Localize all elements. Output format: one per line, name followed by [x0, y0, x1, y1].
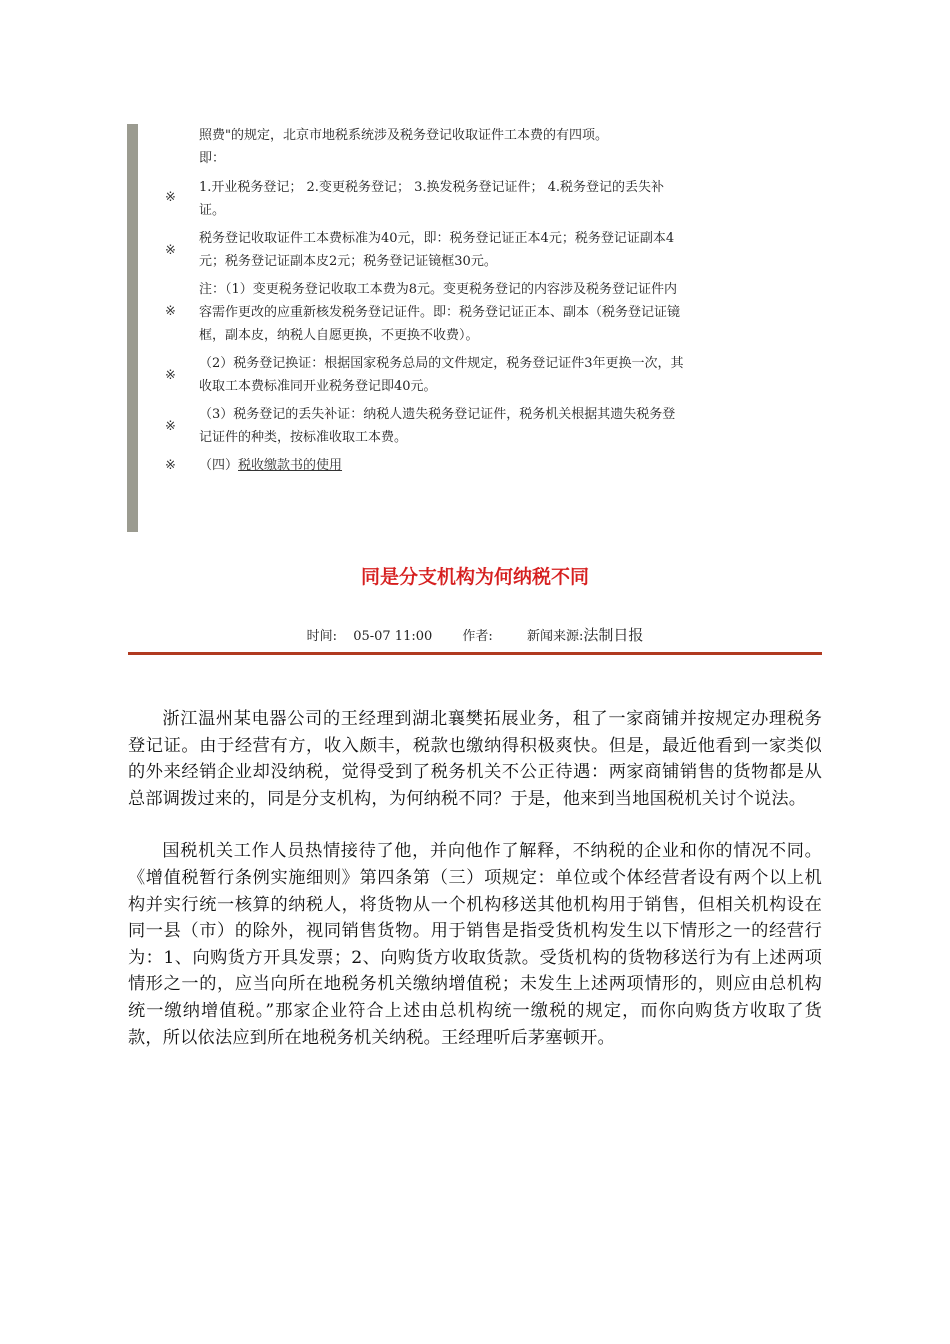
- article-title: 同是分支机构为何纳税不同: [360, 566, 589, 588]
- reference-mark: ※: [165, 190, 176, 205]
- article-body: [128, 706, 822, 1077]
- notes-panel: [127, 124, 687, 532]
- article-paragraph: 浙江温州某电器公司的王经理到湖北襄樊拓展业务，租了一家商铺并按规定办理税务登记证。由于经营有方，收入颇丰，税款也缴纳得积极爽快。但是，最近他看到一家类似的外来经销企业却没纳税，觉得受到了税务机关不公正待遇：两家商铺销售的货物都是从总部调拨过来的，同是分支机构，为何纳税不同？于是，他来到当地国税机关讨个说法。: [128, 709, 822, 809]
- title-divider: [128, 652, 822, 655]
- list-item: [165, 403, 685, 449]
- list-item: [165, 227, 685, 273]
- article-paragraph: 国税机关工作人员热情接待了他，并向他作了解释，不纳税的企业和你的情况不同。《增值税暂行条例实施细则》第四条第（三）项规定：单位或个体经营者设有两个以上机构并实行统一核算的纳税人，将货物从一个机构移送其他机构用于销售，但相关机构设在同一县（市）的除外，视同销售货物。用于销售是指受货机构发生以下情形之一的经营行为：1、向购货方开具发票；2、向购货方收取货款。受货机构的货物移送行为有上述两项情形之一的，应当向所在地税务机关缴纳增值税；未发生上述两项情形的，则应由总机构统一缴纳增值税。”那家企业符合上述由总机构统一缴税的规定，而你向购货方收取了货款，所以依法应到所在地税务机关纳税。王经理听后茅塞顿开。: [128, 841, 822, 1048]
- notes-intro-line2: 即：: [199, 151, 226, 166]
- list-item: [165, 278, 685, 347]
- reference-mark: ※: [165, 304, 176, 319]
- source-label: 新闻来源:: [526, 629, 584, 644]
- notes-list: [165, 124, 685, 482]
- tax-payment-book-link[interactable]: 税收缴款书的使用: [238, 458, 343, 473]
- notes-intro-line1: 照费"的规定，北京市地税系统涉及税务登记收取证件工本费的有四项。: [199, 128, 608, 143]
- article-meta: [0, 624, 950, 645]
- note-text: 税务登记收取证件工本费标准为40元，即：税务登记证正本4元；税务登记证副本4元；税务登记证副本皮2元；税务登记证镜框30元。: [199, 231, 675, 269]
- note-text: （2）税务登记换证：根据国家税务总局的文件规定，税务登记证件3年更换一次，其收取工本费标准同开业税务登记即40元。: [199, 356, 684, 394]
- note-text: （3）税务登记的丢失补证：纳税人遗失税务登记证件，税务机关根据其遗失税务登记证件的种类，按标准收取工本费。: [199, 407, 676, 445]
- note-text: 1.开业税务登记； 2.变更税务登记； 3.换发税务登记证件； 4.税务登记的丢失补证。: [199, 180, 665, 218]
- reference-mark: ※: [165, 419, 176, 434]
- reference-mark: ※: [165, 243, 176, 258]
- sidebar-bar: [127, 124, 138, 532]
- reference-mark: ※: [165, 368, 176, 383]
- author-label: 作者:: [462, 629, 493, 644]
- time-value: 05-07 11:00: [353, 629, 433, 644]
- list-item: [165, 454, 685, 477]
- time-label: 时间:: [306, 629, 338, 644]
- list-item: [165, 176, 685, 222]
- reference-mark: ※: [165, 458, 176, 473]
- notes-intro: [165, 124, 685, 170]
- source-value: 法制日报: [583, 626, 644, 644]
- note-prefix: （四）: [199, 458, 239, 473]
- list-item: [165, 352, 685, 398]
- note-text: [199, 454, 685, 477]
- note-text: 注：（1）变更税务登记收取工本费为8元。变更税务登记的内容涉及税务登记证件内容需作更改的应重新核发税务登记证件。即：税务登记证正本、副本（税务登记证镜框，副本皮，纳税人自愿更换，不更换不收费）。: [199, 282, 681, 343]
